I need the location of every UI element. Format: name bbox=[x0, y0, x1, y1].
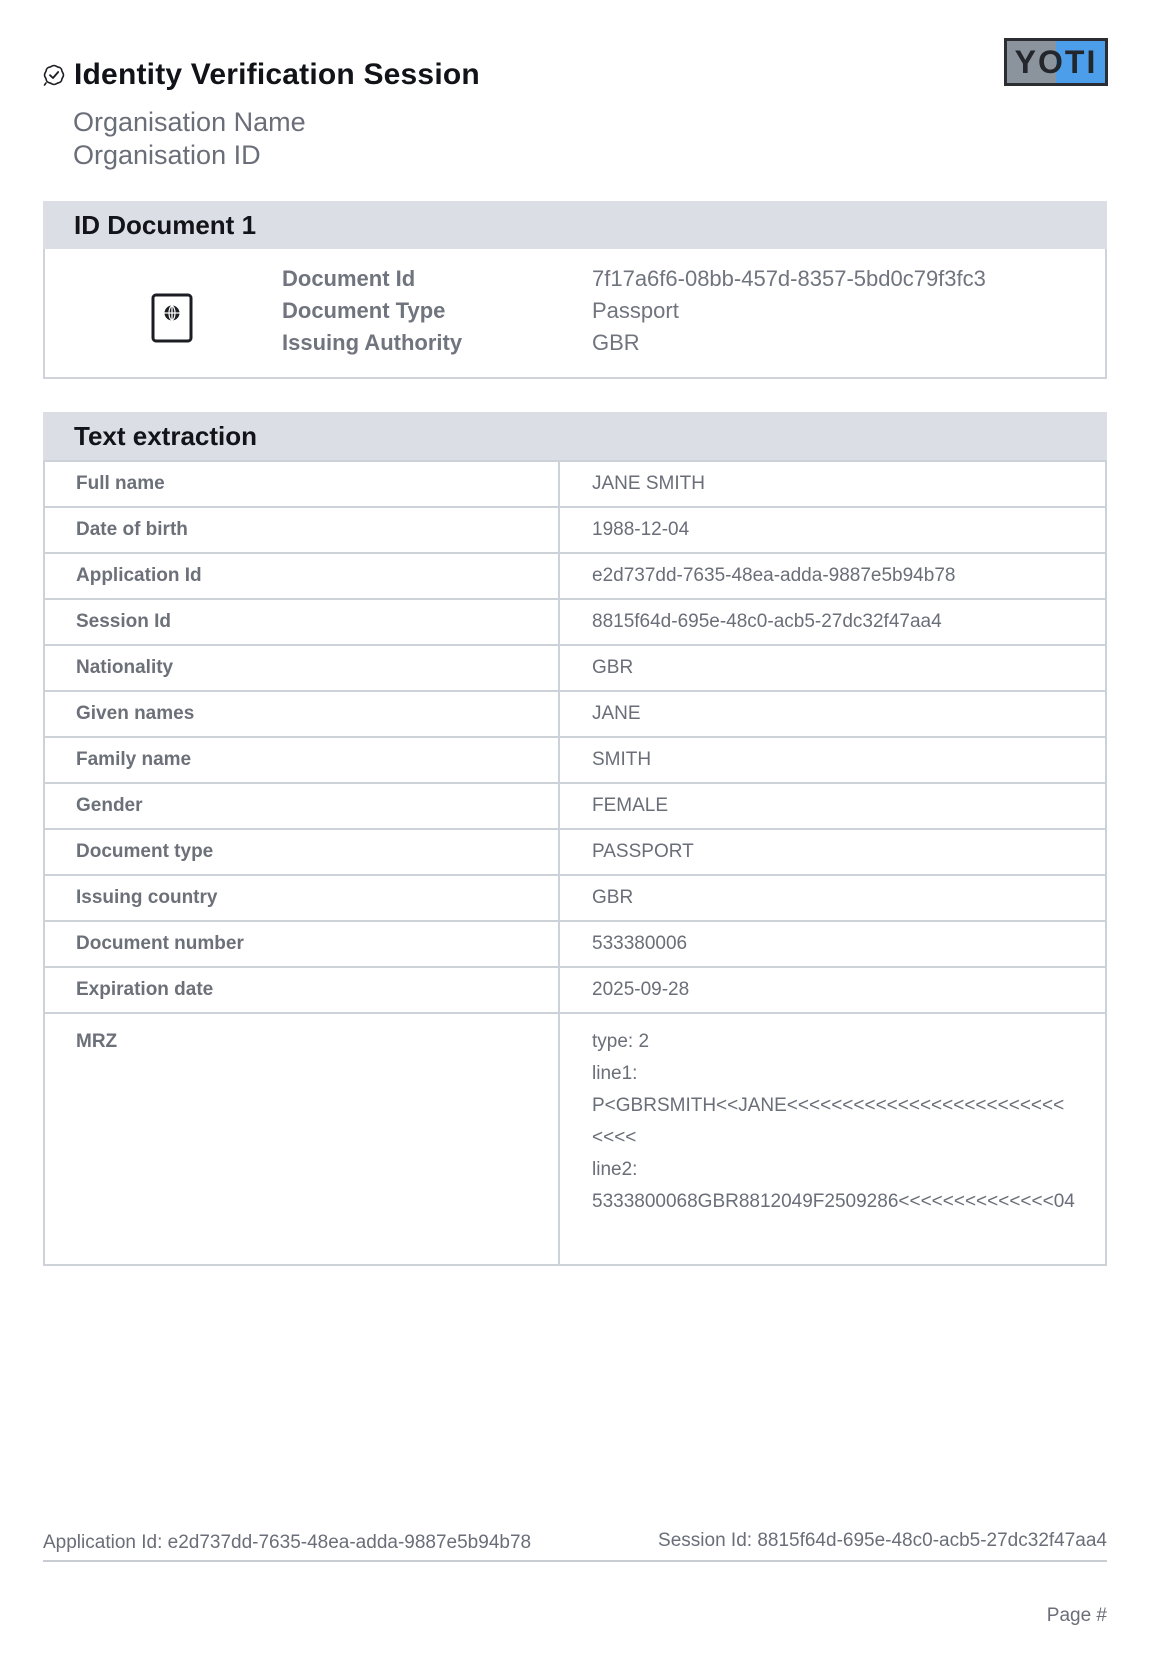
mrz-label: MRZ bbox=[44, 1013, 559, 1265]
page-footer bbox=[43, 1526, 1107, 1562]
field-value: 8815f64d-695e-48c0-acb5-27dc32f47aa4 bbox=[559, 599, 1106, 645]
field-label: Given names bbox=[44, 691, 559, 737]
id-document-heading: ID Document 1 bbox=[43, 201, 1107, 249]
field-value: FEMALE bbox=[559, 783, 1106, 829]
field-label: Session Id bbox=[44, 599, 559, 645]
table-row bbox=[44, 737, 1106, 783]
table-row bbox=[44, 645, 1106, 691]
document-type-value: Passport bbox=[592, 298, 679, 323]
mrz-row bbox=[44, 1013, 1106, 1265]
mrz-line2: 5333800068GBR8812049F2509286<<<<<<<<<<<<<<04 bbox=[592, 1191, 1075, 1212]
field-value: 1988-12-04 bbox=[559, 507, 1106, 553]
page-title: Identity Verification Session bbox=[74, 58, 480, 91]
yoti-logo bbox=[1004, 38, 1108, 86]
document-type-label: Document Type bbox=[282, 298, 446, 323]
document-values bbox=[592, 263, 986, 359]
mrz-line1: P<GBRSMITH<<JANE<<<<<<<<<<<<<<<<<<<<<<<<<<<<< bbox=[592, 1095, 1065, 1148]
table-row bbox=[44, 599, 1106, 645]
document-id-value: 7f17a6f6-08bb-457d-8357-5bd0c79f3fc3 bbox=[592, 266, 986, 291]
mrz-type: type: 2 bbox=[592, 1031, 650, 1052]
table-row bbox=[44, 875, 1106, 921]
table-row bbox=[44, 507, 1106, 553]
id-document-section bbox=[43, 201, 1107, 379]
field-label: Document type bbox=[44, 829, 559, 875]
table-row bbox=[44, 921, 1106, 967]
field-label: Date of birth bbox=[44, 507, 559, 553]
field-value: PASSPORT bbox=[559, 829, 1106, 875]
report-header bbox=[42, 43, 1108, 188]
field-label: Full name bbox=[44, 461, 559, 507]
text-extraction-table bbox=[43, 460, 1107, 1266]
passport-icon bbox=[151, 293, 193, 343]
field-label: Application Id bbox=[44, 553, 559, 599]
field-value: GBR bbox=[559, 645, 1106, 691]
organisation-info bbox=[73, 106, 1108, 172]
organisation-name: Organisation Name bbox=[73, 107, 306, 137]
field-value: JANE SMITH bbox=[559, 461, 1106, 507]
table-row bbox=[44, 461, 1106, 507]
table-row bbox=[44, 691, 1106, 737]
footer-application-id: Application Id: e2d737dd-7635-48ea-adda-9887e5b94b78 bbox=[43, 1532, 532, 1553]
mrz-line2-label: line2: bbox=[592, 1159, 638, 1180]
field-label: Expiration date bbox=[44, 967, 559, 1013]
field-label: Issuing country bbox=[44, 875, 559, 921]
table-row bbox=[44, 967, 1106, 1013]
page-number: Page # bbox=[1046, 1605, 1107, 1626]
field-label: Gender bbox=[44, 783, 559, 829]
title-row bbox=[42, 58, 1108, 92]
field-value: 533380006 bbox=[559, 921, 1106, 967]
field-value: JANE bbox=[559, 691, 1106, 737]
verified-check-icon bbox=[42, 63, 66, 87]
field-value: SMITH bbox=[559, 737, 1106, 783]
field-label: Document number bbox=[44, 921, 559, 967]
document-id-label: Document Id bbox=[282, 266, 416, 291]
issuing-authority-label: Issuing Authority bbox=[282, 330, 463, 355]
text-extraction-section bbox=[43, 412, 1107, 1266]
field-value: GBR bbox=[559, 875, 1106, 921]
organisation-id: Organisation ID bbox=[73, 140, 261, 170]
field-value: e2d737dd-7635-48ea-adda-9887e5b94b78 bbox=[559, 553, 1106, 599]
table-row bbox=[44, 829, 1106, 875]
document-labels bbox=[282, 263, 462, 359]
table-row bbox=[44, 783, 1106, 829]
mrz-line1-label: line1: bbox=[592, 1063, 638, 1084]
id-document-details bbox=[43, 249, 1107, 379]
text-extraction-heading: Text extraction bbox=[43, 412, 1107, 460]
field-value: 2025-09-28 bbox=[559, 967, 1106, 1013]
table-row bbox=[44, 553, 1106, 599]
field-label: Nationality bbox=[44, 645, 559, 691]
field-label: Family name bbox=[44, 737, 559, 783]
mrz-value bbox=[559, 1013, 1106, 1265]
issuing-authority-value: GBR bbox=[592, 330, 640, 355]
logo-text: YOTI bbox=[1014, 43, 1098, 80]
footer-session-id: Session Id: 8815f64d-695e-48c0-acb5-27dc32f47aa4 bbox=[658, 1530, 1107, 1551]
